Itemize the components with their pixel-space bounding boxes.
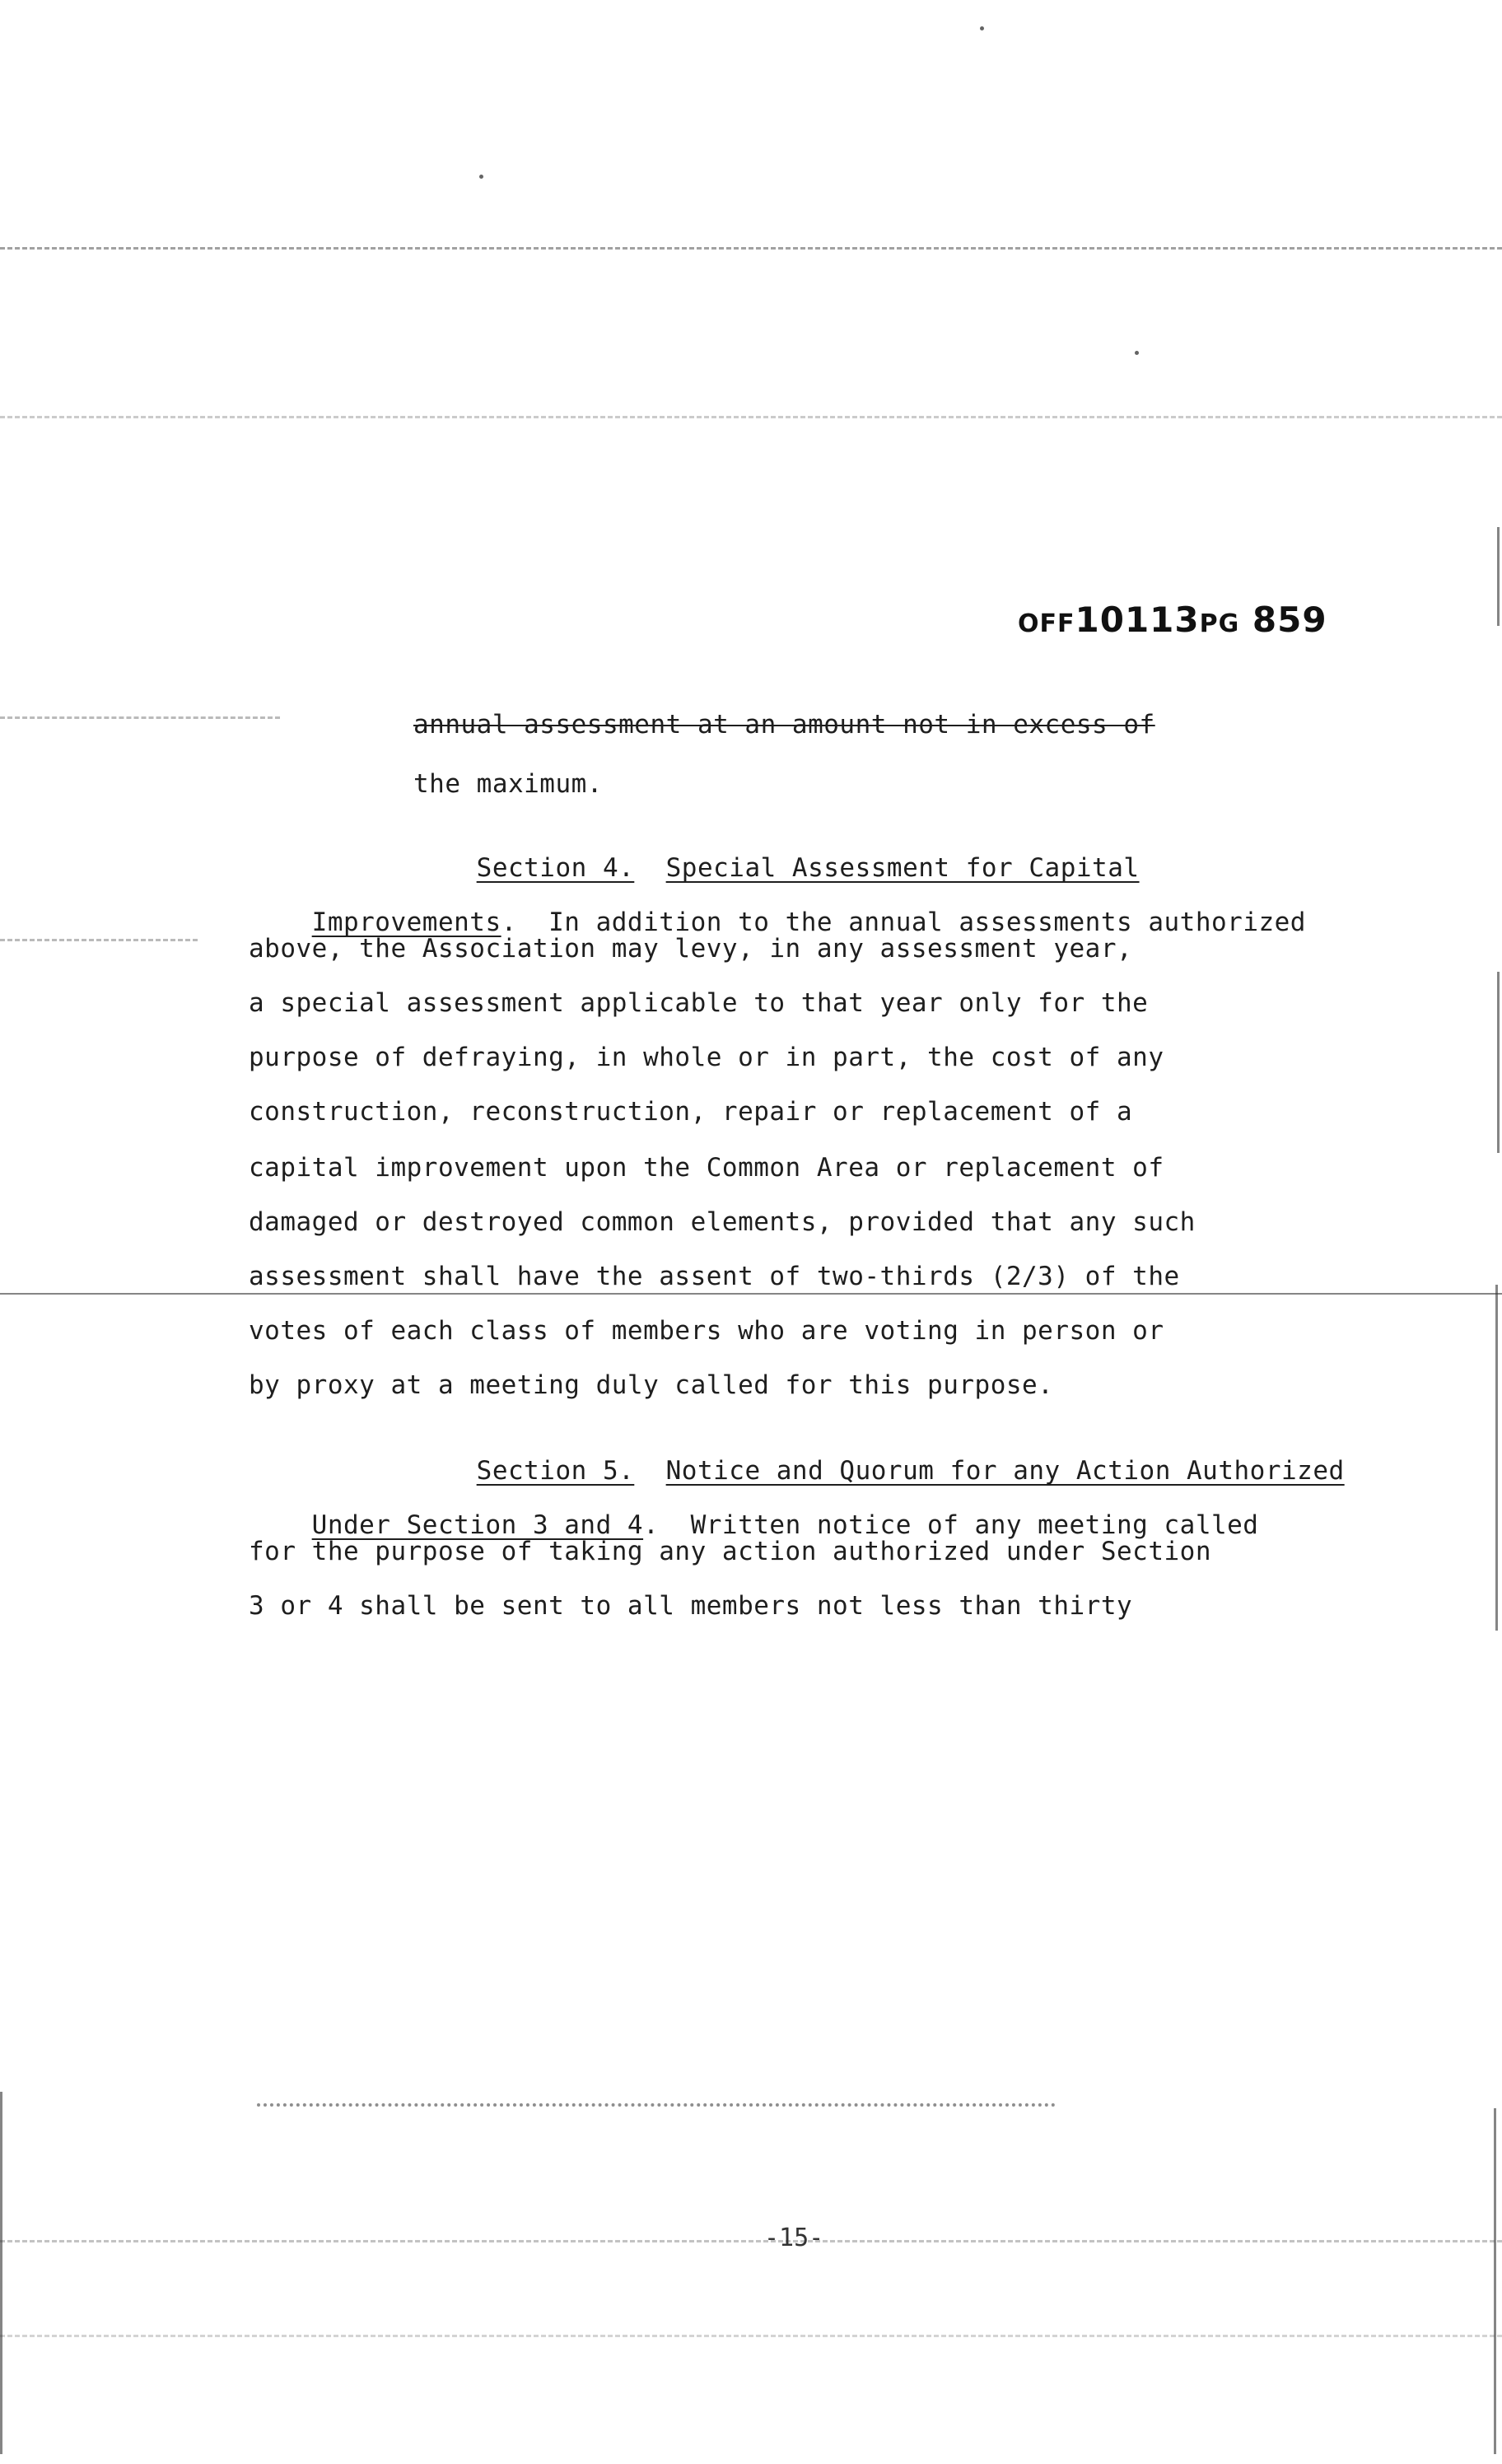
section-4-title-part-2: Improvements: [311, 908, 501, 937]
scan-artifact-bottom-dash: [0, 2240, 1502, 2242]
text-line-12: votes of each class of members who are voting in person or: [249, 1316, 1164, 1346]
speck-1: [980, 26, 984, 30]
stamp-book-number: 10113: [1075, 600, 1200, 640]
text-line-2: the maximum.: [413, 769, 603, 799]
right-edge-mark-3: [1495, 1285, 1498, 1631]
text-line-5: above, the Association may levy, in any assessment year,: [249, 934, 1133, 964]
section-4-title-part-1: Special Assessment for Capital: [665, 853, 1140, 883]
stamp-prefix: OFF: [1018, 609, 1075, 638]
text-line-1-content: annual assessment at an amount not in excess of: [413, 710, 1155, 740]
speck-2: [1135, 351, 1139, 355]
right-edge-mark-1: [1497, 527, 1500, 626]
text-line-15-rest: . Written notice of any meeting called: [643, 1510, 1259, 1540]
left-edge-mark: [0, 2092, 2, 2454]
right-edge-mark-4: [1494, 2108, 1496, 2454]
text-line-10: damaged or destroyed common elements, provided that any such: [249, 1207, 1196, 1237]
speck-3: [479, 175, 483, 179]
stamp-page-label: PG: [1199, 609, 1240, 638]
scan-artifact-top-line: [0, 247, 1502, 250]
section-4-label: Section 4.: [476, 853, 635, 883]
text-line-11: assessment shall have the assent of two-thirds (2/3) of the: [249, 1262, 1180, 1291]
text-line-13: by proxy at a meeting duly called for this purpose.: [249, 1370, 1054, 1400]
page-number: -15-: [764, 2224, 824, 2252]
stamp-page-number: 859: [1252, 600, 1327, 640]
text-line-17: 3 or 4 shall be sent to all members not less than thirty: [249, 1591, 1133, 1621]
section-5-title-part-2: Under Section 3 and 4: [311, 1510, 644, 1540]
right-edge-mark-2: [1497, 972, 1500, 1153]
section-5-label: Section 5.: [476, 1456, 635, 1486]
bleed-through-text-line: [257, 2103, 1056, 2112]
text-line-9: capital improvement upon the Common Area or replacement of: [249, 1153, 1164, 1183]
text-line-16: for the purpose of taking any action authorized under Section: [249, 1537, 1211, 1566]
text-line-4-rest: . In addition to the annual assessments authorized: [501, 908, 1306, 937]
text-line-6: a special assessment applicable to that year only for the: [249, 988, 1149, 1018]
scan-artifact-bottom-dash-2: [0, 2335, 1502, 2337]
scan-artifact-mid-line: [0, 1293, 1502, 1295]
text-line-7: purpose of defraying, in whole or in part, the cost of any: [249, 1043, 1164, 1072]
text-line-1: [413, 710, 1155, 740]
scan-artifact-left-dash-1: [0, 716, 280, 719]
recording-stamp: [1018, 600, 1327, 640]
scan-artifact-line-upper: [0, 416, 1502, 418]
text-line-8: construction, reconstruction, repair or replacement of a: [249, 1097, 1133, 1127]
scan-artifact-left-dash-2: [0, 939, 198, 941]
section-5-title-part-1: Notice and Quorum for any Action Authorized: [665, 1456, 1345, 1486]
